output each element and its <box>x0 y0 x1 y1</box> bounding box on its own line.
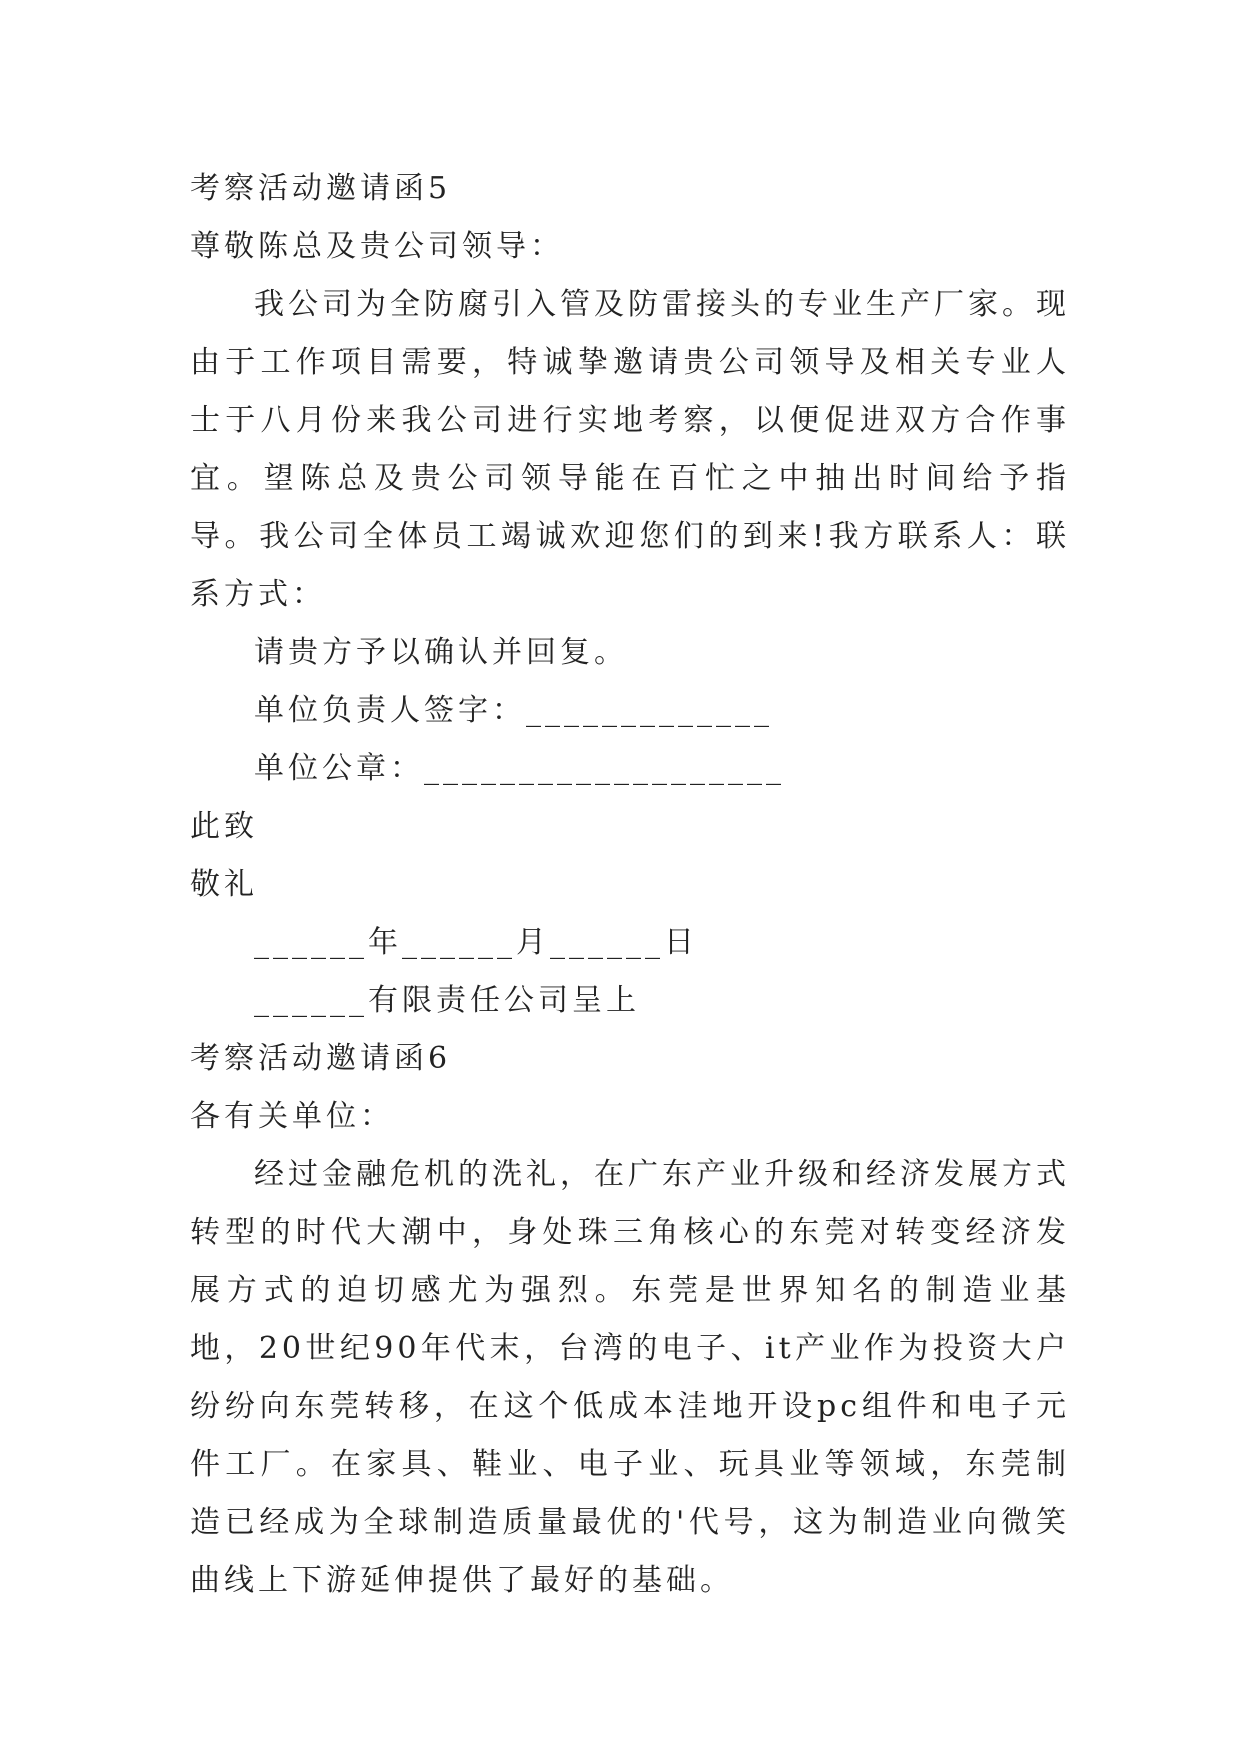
closing-cizhi: 此致 <box>190 809 258 844</box>
company-line: ______有限责任公司呈上 <box>254 983 640 1018</box>
section-5-confirm: 请贵方予以确认并回复。 <box>254 635 628 670</box>
section-5-title: 考察活动邀请函5 <box>190 171 452 206</box>
section-6-salutation: 各有关单位： <box>190 1099 394 1134</box>
closing-jingli: 敬礼 <box>190 867 258 902</box>
seal-line: 单位公章：___________________ <box>254 751 785 786</box>
document-page <box>190 160 1070 1610</box>
section-6-title: 考察活动邀请函6 <box>190 1041 452 1076</box>
signature-line: 单位负责人签字：_____________ <box>254 693 773 728</box>
date-line: ______年______月______日 <box>254 925 698 960</box>
section-5-body: 我公司为全防腐引入管及防雷接头的专业生产厂家。现由于工作项目需要，特诚挚邀请贵公司领导及相关专业人士于八月份来我公司进行实地考察，以便促进双方合作事宜。望陈总及贵公司领导能在百忙之中抽出时间给予指导。我公司全体员工竭诚欢迎您们的到来!我方联系人：联系方式： <box>190 287 1070 612</box>
section-6-body: 经过金融危机的洗礼，在广东产业升级和经济发展方式转型的时代大潮中，身处珠三角核心的东莞对转变经济发展方式的迫切感尤为强烈。东莞是世界知名的制造业基地，20世纪90年代末，台湾的电子、it产业作为投资大户纷纷向东莞转移，在这个低成本洼地开设pc组件和电子元件工厂。在家具、鞋业、电子业、玩具业等领域，东莞制造已经成为全球制造质量最优的'代号，这为制造业向微笑曲线上下游延伸提供了最好的基础。 <box>190 1157 1070 1598</box>
section-5-salutation: 尊敬陈总及贵公司领导： <box>190 229 564 264</box>
